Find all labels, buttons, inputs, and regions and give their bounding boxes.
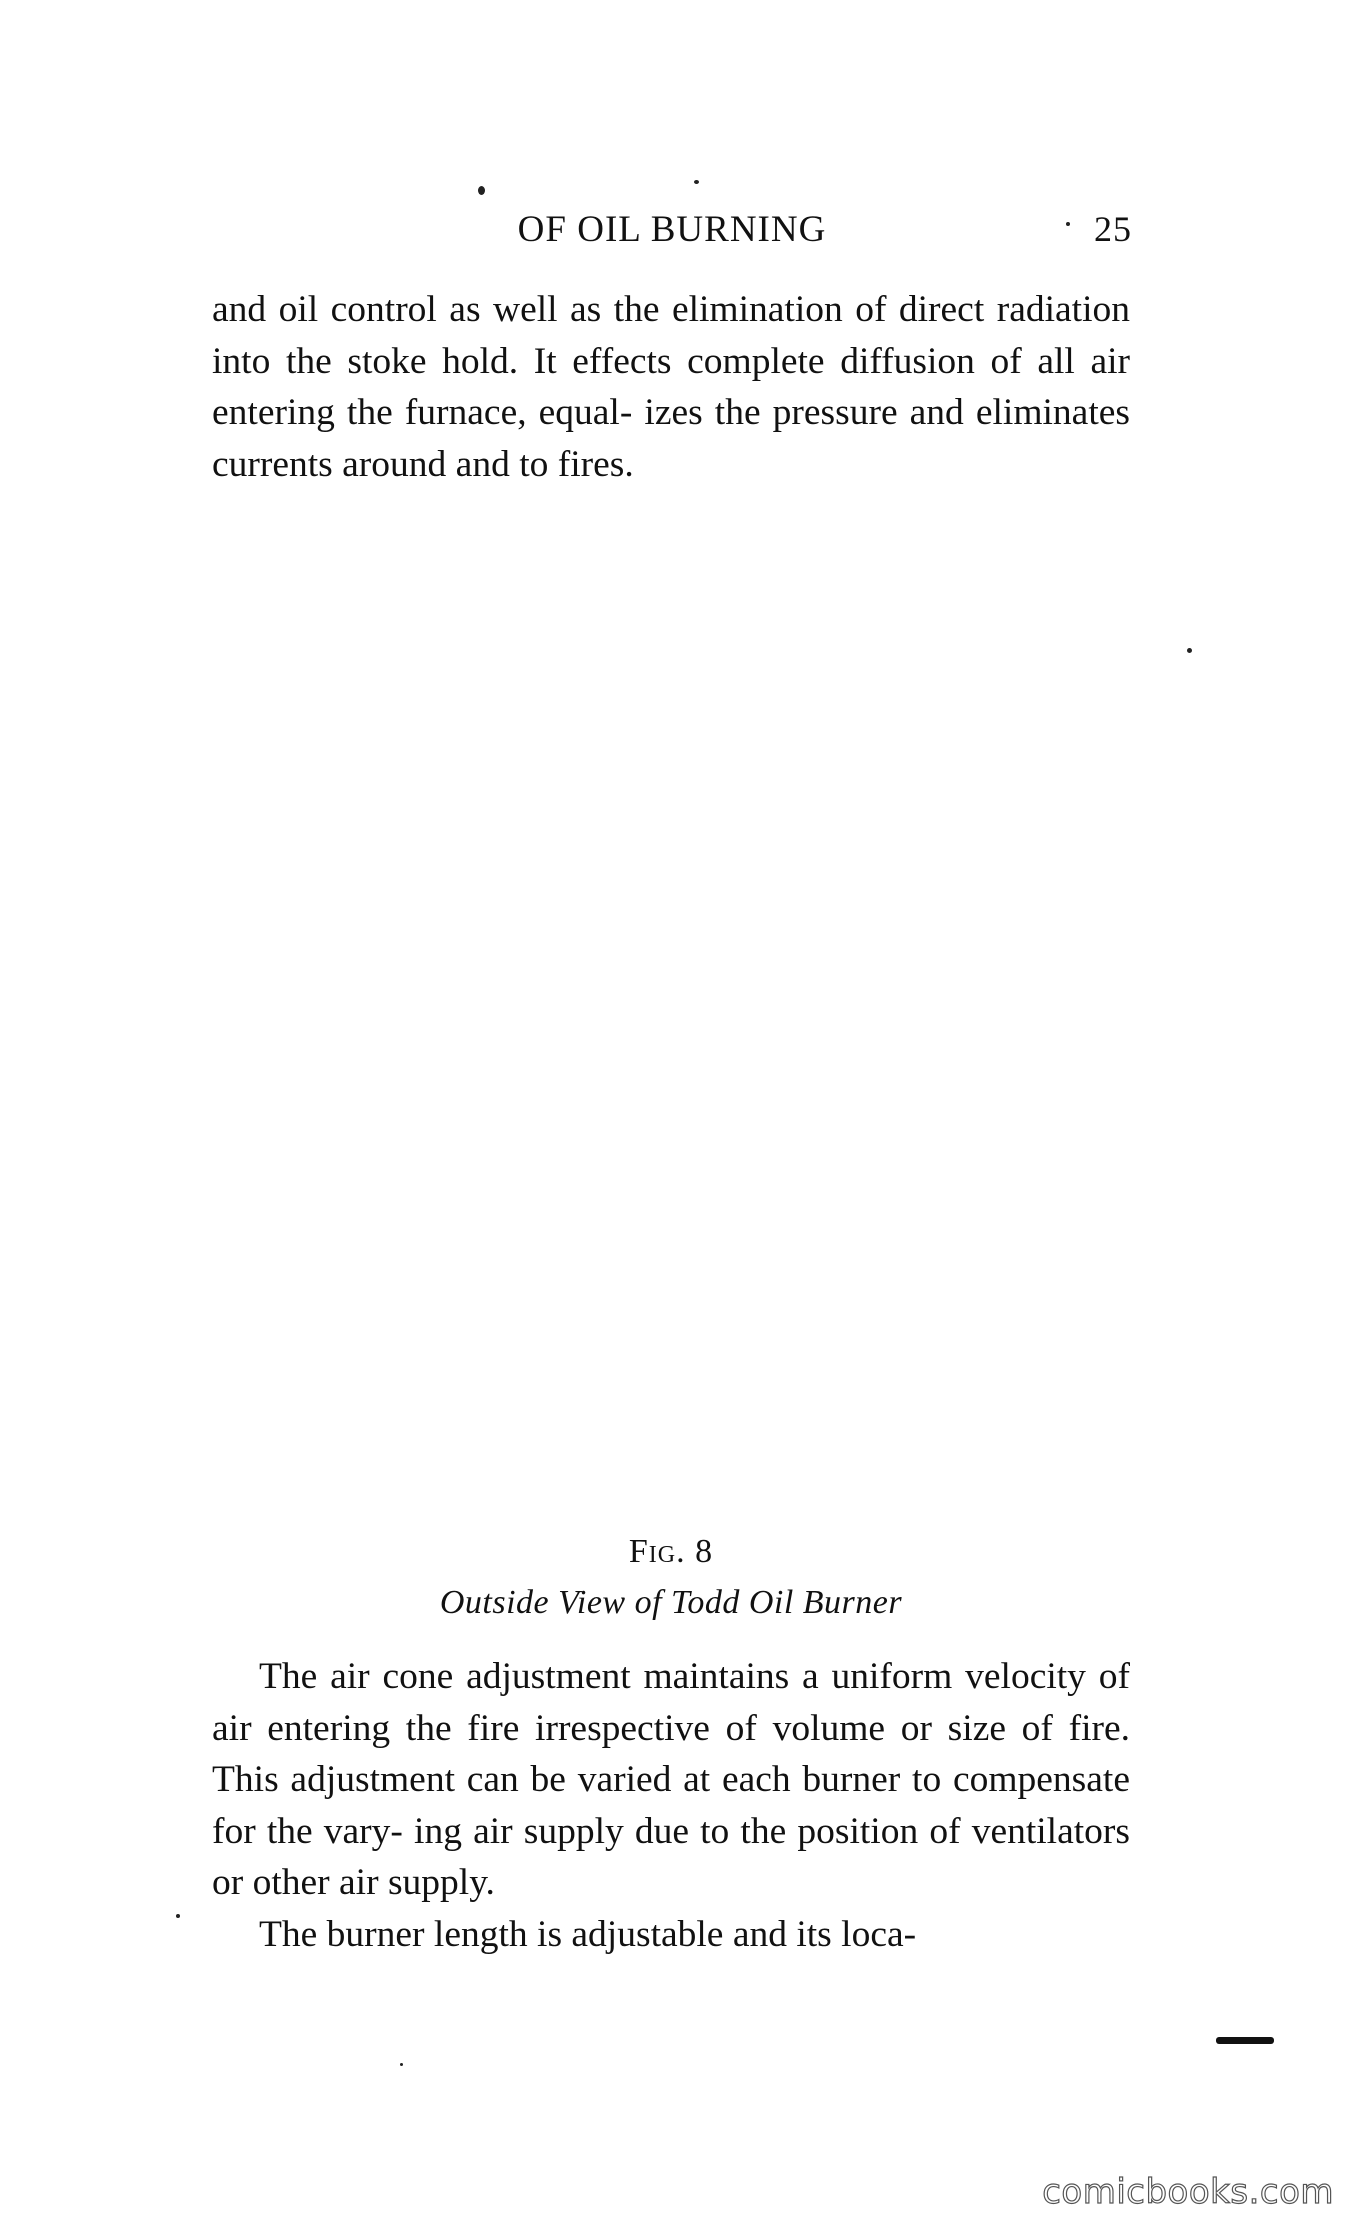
print-speck bbox=[176, 1914, 180, 1918]
page-number: 25 bbox=[1094, 209, 1132, 249]
figure-label: Fig. 8 bbox=[628, 1533, 714, 1570]
watermark-logo: comicbooks.com bbox=[1042, 2172, 1334, 2212]
paragraph-line: and oil control as well as the elimination of direct radiation into the stoke hold. It effects complete diffusion of all air entering the furnace, equal- izes the pressure and eliminates currents around and to fires. bbox=[212, 289, 1131, 485]
print-speck bbox=[478, 186, 485, 195]
figure-caption: Outside View of Todd Oil Burner bbox=[439, 1584, 903, 1621]
running-title: OF OIL BURNING bbox=[517, 209, 827, 250]
print-speck bbox=[1066, 222, 1070, 226]
print-speck bbox=[1187, 648, 1192, 653]
paragraph-air-cone: The air cone adjustment maintains a uniform velocity of air entering the fire irrespective of volume or size of fire. This adjustment can be varied at each burner to compensate for the vary- ing air supply due to the position of ventilators or other air supply. bbox=[212, 1656, 1131, 1903]
bottom-text bbox=[212, 1651, 1130, 1960]
print-speck bbox=[694, 180, 699, 184]
print-dash-mark bbox=[1216, 2037, 1274, 2044]
running-header bbox=[212, 208, 1132, 258]
print-speck bbox=[400, 2063, 403, 2066]
top-paragraph bbox=[212, 284, 1130, 490]
paragraph-burner-length: The burner length is adjustable and its loca- bbox=[259, 1913, 917, 1955]
